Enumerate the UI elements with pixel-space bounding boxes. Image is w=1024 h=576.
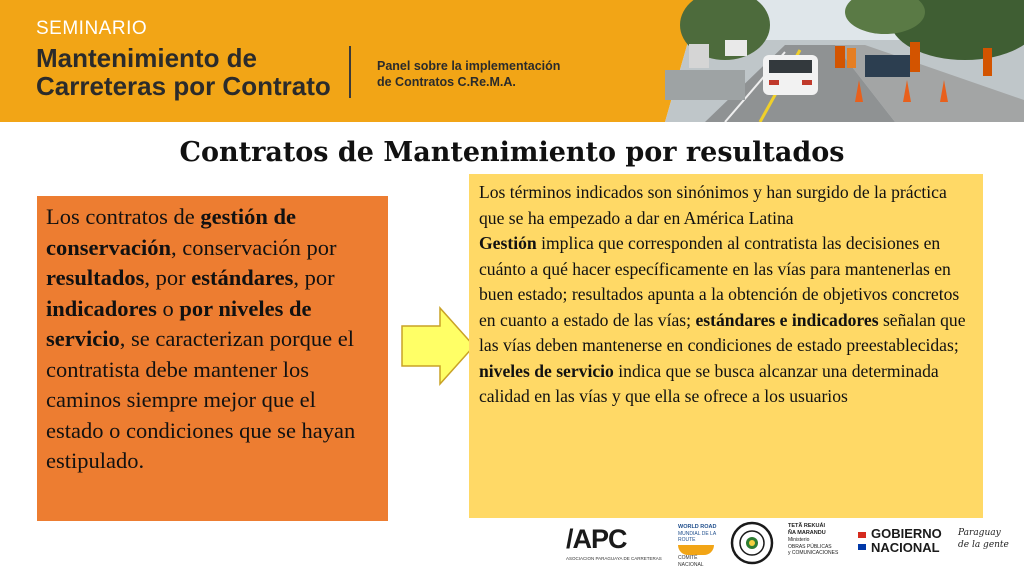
banner-title — [36, 44, 356, 100]
definition-text: , se caracterizan porque el contratista debe mantener los caminos siempre mejor que el estado o condiciones que se hayan estipulado. — [46, 326, 356, 473]
definition-term: indicadores — [46, 295, 157, 321]
explanation-body — [479, 231, 973, 410]
banner-subtitle — [377, 58, 597, 90]
explanation-term: niveles de servicio — [479, 360, 614, 381]
flag-icon — [858, 532, 866, 550]
slide-heading: Contratos de Mantenimiento por resultados — [179, 137, 845, 168]
world-road-caption: COMITÉ NACIONAL — [678, 555, 704, 568]
banner-divider — [349, 46, 351, 98]
explanation-box — [469, 174, 983, 518]
explanation-intro: Los términos indicados son sinónimos y han surgido de la práctica que se ha empezado a dar en América Latina — [479, 182, 947, 228]
banner-subtitle-line1: Panel sobre la implementación — [377, 59, 561, 73]
mopc-line5: y COMUNICACIONES — [788, 550, 839, 556]
apc-logo-caption: ASOCIACION PARAGUAYA DE CARRETERAS — [566, 556, 662, 561]
definition-text: , conservación por — [170, 234, 337, 260]
mopc-line1: TETÃ REKUÁI — [788, 523, 825, 529]
banner-title-line1: Mantenimiento de — [36, 43, 258, 73]
banner-title-line2: Carreteras por Contrato — [36, 71, 331, 101]
banner-subtitle-line2: de Contratos C.Re.M.A. — [377, 75, 516, 89]
paraguay-seal-icon — [730, 521, 774, 565]
footer-logos — [0, 521, 1024, 576]
mopc-line4: OBRAS PÚBLICAS — [788, 544, 832, 550]
definition-term: por niveles de servicio — [46, 295, 312, 351]
right-arrow-icon — [400, 306, 476, 386]
apc-logo-mark: /APC — [566, 524, 627, 554]
world-road-line2: MUNDIAL DE LA ROUTE — [678, 531, 716, 543]
definition-text: , por — [293, 265, 335, 290]
gobierno-nacional-logo — [858, 527, 942, 555]
explanation-term: estándares e indicadores — [695, 309, 879, 330]
gobierno-line1: GOBIERNO — [871, 526, 942, 541]
definition-term: resultados — [46, 265, 145, 290]
definition-text: o — [156, 295, 180, 321]
header-banner — [0, 0, 1024, 122]
gobierno-line2: NACIONAL — [871, 540, 940, 555]
definition-box — [37, 196, 388, 545]
explanation-term: Gestión — [479, 233, 537, 253]
explanation-text: señalan que las vías deben mantenerse en condiciones de estado preestablecidas; — [479, 309, 966, 355]
explanation-text: indica que se busca alcanzar una determinada calidad en las vías y que ella se ofrece a los usuarios — [479, 360, 939, 406]
world-road-logo — [678, 524, 722, 569]
definition-text: , por — [144, 265, 192, 290]
mopc-logo — [788, 523, 858, 556]
mopc-line2: ÑA MARANDU — [788, 530, 826, 536]
mopc-line3: Ministerio — [788, 537, 810, 543]
road-works-photo — [665, 0, 1024, 122]
paraguay-signature: Paraguay de la gente — [958, 528, 1009, 550]
definition-text: Los contratos de — [46, 204, 201, 229]
world-road-line1: WORLD ROAD — [678, 524, 717, 530]
definition-term: estándares — [191, 265, 294, 290]
world-road-swoosh — [678, 545, 714, 555]
banner-eyebrow: SEMINARIO — [36, 18, 148, 39]
definition-term: gestión de conservación — [46, 204, 296, 260]
explanation-text: implica que corresponden al contratista las decisiones en cuánto a qué hacer específicamente en las vías para mantenerlas en buen estado; resultados apunta a la obtención de objetivos concretos en cuanto a estado de las vías; — [479, 233, 960, 330]
apc-logo — [566, 524, 662, 562]
